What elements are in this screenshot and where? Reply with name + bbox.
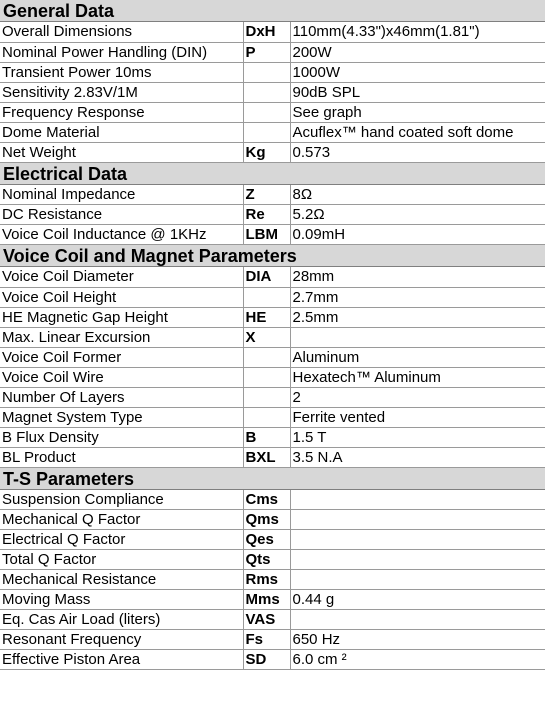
symbol-cell xyxy=(243,102,290,122)
table-row xyxy=(0,650,545,670)
section-heading: T-S Parameters xyxy=(0,468,545,490)
parameter-cell: Net Weight xyxy=(0,142,243,162)
parameter-cell: Total Q Factor xyxy=(0,550,243,570)
symbol-cell: BXL xyxy=(243,447,290,467)
parameter-cell: Eq. Cas Air Load (liters) xyxy=(0,610,243,630)
value-cell xyxy=(290,570,545,590)
table-row xyxy=(0,630,545,650)
value-cell xyxy=(290,530,545,550)
parameter-cell: Voice Coil Former xyxy=(0,347,243,367)
table-row xyxy=(0,490,545,510)
spec-table xyxy=(0,490,545,671)
parameter-cell: B Flux Density xyxy=(0,427,243,447)
parameter-cell: Nominal Power Handling (DIN) xyxy=(0,42,243,62)
parameter-cell: Resonant Frequency xyxy=(0,630,243,650)
symbol-cell: Re xyxy=(243,205,290,225)
parameter-cell: Voice Coil Wire xyxy=(0,367,243,387)
symbol-cell: DxH xyxy=(243,22,290,42)
parameter-cell: Voice Coil Diameter xyxy=(0,267,243,287)
table-row xyxy=(0,407,545,427)
parameter-cell: Transient Power 10ms xyxy=(0,62,243,82)
table-row xyxy=(0,347,545,367)
symbol-cell: Cms xyxy=(243,490,290,510)
parameter-cell: Magnet System Type xyxy=(0,407,243,427)
parameter-cell: Dome Material xyxy=(0,122,243,142)
value-cell: 2 xyxy=(290,387,545,407)
value-cell: 28mm xyxy=(290,267,545,287)
table-row xyxy=(0,307,545,327)
symbol-cell: SD xyxy=(243,650,290,670)
value-cell xyxy=(290,490,545,510)
table-row xyxy=(0,142,545,162)
symbol-cell: VAS xyxy=(243,610,290,630)
value-cell: 1.5 T xyxy=(290,427,545,447)
value-cell: 3.5 N.A xyxy=(290,447,545,467)
symbol-cell: Qes xyxy=(243,530,290,550)
table-row xyxy=(0,225,545,245)
symbol-cell: Fs xyxy=(243,630,290,650)
value-cell: 650 Hz xyxy=(290,630,545,650)
value-cell: 5.2Ω xyxy=(290,205,545,225)
parameter-cell: BL Product xyxy=(0,447,243,467)
symbol-cell xyxy=(243,407,290,427)
symbol-cell: Qts xyxy=(243,550,290,570)
parameter-cell: Sensitivity 2.83V/1M xyxy=(0,82,243,102)
table-row xyxy=(0,367,545,387)
parameter-cell: Moving Mass xyxy=(0,590,243,610)
table-row xyxy=(0,550,545,570)
table-row xyxy=(0,22,545,42)
table-row xyxy=(0,327,545,347)
parameter-cell: Effective Piston Area xyxy=(0,650,243,670)
value-cell: 1000W xyxy=(290,62,545,82)
symbol-cell: Mms xyxy=(243,590,290,610)
symbol-cell: Qms xyxy=(243,510,290,530)
table-row xyxy=(0,287,545,307)
value-cell: 0.573 xyxy=(290,142,545,162)
parameter-cell: Number Of Layers xyxy=(0,387,243,407)
symbol-cell: HE xyxy=(243,307,290,327)
table-row xyxy=(0,427,545,447)
value-cell: Hexatech™ Aluminum xyxy=(290,367,545,387)
value-cell: 2.5mm xyxy=(290,307,545,327)
parameter-cell: Voice Coil Inductance @ 1KHz xyxy=(0,225,243,245)
section-heading: Electrical Data xyxy=(0,163,545,185)
value-cell: 110mm(4.33")x46mm(1.81") xyxy=(290,22,545,42)
symbol-cell xyxy=(243,347,290,367)
value-cell: 6.0 cm ² xyxy=(290,650,545,670)
symbol-cell xyxy=(243,287,290,307)
table-row xyxy=(0,387,545,407)
symbol-cell: B xyxy=(243,427,290,447)
parameter-cell: Nominal Impedance xyxy=(0,185,243,205)
table-row xyxy=(0,82,545,102)
symbol-cell xyxy=(243,387,290,407)
symbol-cell: DIA xyxy=(243,267,290,287)
symbol-cell xyxy=(243,367,290,387)
table-row xyxy=(0,122,545,142)
parameter-cell: HE Magnetic Gap Height xyxy=(0,307,243,327)
symbol-cell xyxy=(243,62,290,82)
table-row xyxy=(0,267,545,287)
table-row xyxy=(0,62,545,82)
value-cell xyxy=(290,327,545,347)
value-cell: See graph xyxy=(290,102,545,122)
parameter-cell: Suspension Compliance xyxy=(0,490,243,510)
value-cell: Ferrite vented xyxy=(290,407,545,427)
spec-table xyxy=(0,22,545,163)
table-row xyxy=(0,510,545,530)
table-row xyxy=(0,205,545,225)
value-cell: 200W xyxy=(290,42,545,62)
spec-table xyxy=(0,267,545,468)
table-row xyxy=(0,530,545,550)
symbol-cell: Z xyxy=(243,185,290,205)
symbol-cell xyxy=(243,82,290,102)
table-row xyxy=(0,102,545,122)
symbol-cell: LBM xyxy=(243,225,290,245)
spec-table xyxy=(0,185,545,246)
parameter-cell: DC Resistance xyxy=(0,205,243,225)
symbol-cell xyxy=(243,122,290,142)
value-cell: 2.7mm xyxy=(290,287,545,307)
section-heading: General Data xyxy=(0,0,545,22)
symbol-cell: Kg xyxy=(243,142,290,162)
value-cell: 90dB SPL xyxy=(290,82,545,102)
table-row xyxy=(0,42,545,62)
table-row xyxy=(0,610,545,630)
value-cell xyxy=(290,550,545,570)
table-row xyxy=(0,590,545,610)
value-cell xyxy=(290,510,545,530)
value-cell: Aluminum xyxy=(290,347,545,367)
table-row xyxy=(0,185,545,205)
parameter-cell: Voice Coil Height xyxy=(0,287,243,307)
value-cell xyxy=(290,610,545,630)
parameter-cell: Electrical Q Factor xyxy=(0,530,243,550)
section-heading: Voice Coil and Magnet Parameters xyxy=(0,245,545,267)
parameter-cell: Overall Dimensions xyxy=(0,22,243,42)
value-cell: Acuflex™ hand coated soft dome xyxy=(290,122,545,142)
symbol-cell: Rms xyxy=(243,570,290,590)
parameter-cell: Max. Linear Excursion xyxy=(0,327,243,347)
parameter-cell: Mechanical Q Factor xyxy=(0,510,243,530)
value-cell: 0.09mH xyxy=(290,225,545,245)
parameter-cell: Mechanical Resistance xyxy=(0,570,243,590)
symbol-cell: X xyxy=(243,327,290,347)
value-cell: 8Ω xyxy=(290,185,545,205)
symbol-cell: P xyxy=(243,42,290,62)
value-cell: 0.44 g xyxy=(290,590,545,610)
parameter-cell: Frequency Response xyxy=(0,102,243,122)
table-row xyxy=(0,447,545,467)
table-row xyxy=(0,570,545,590)
